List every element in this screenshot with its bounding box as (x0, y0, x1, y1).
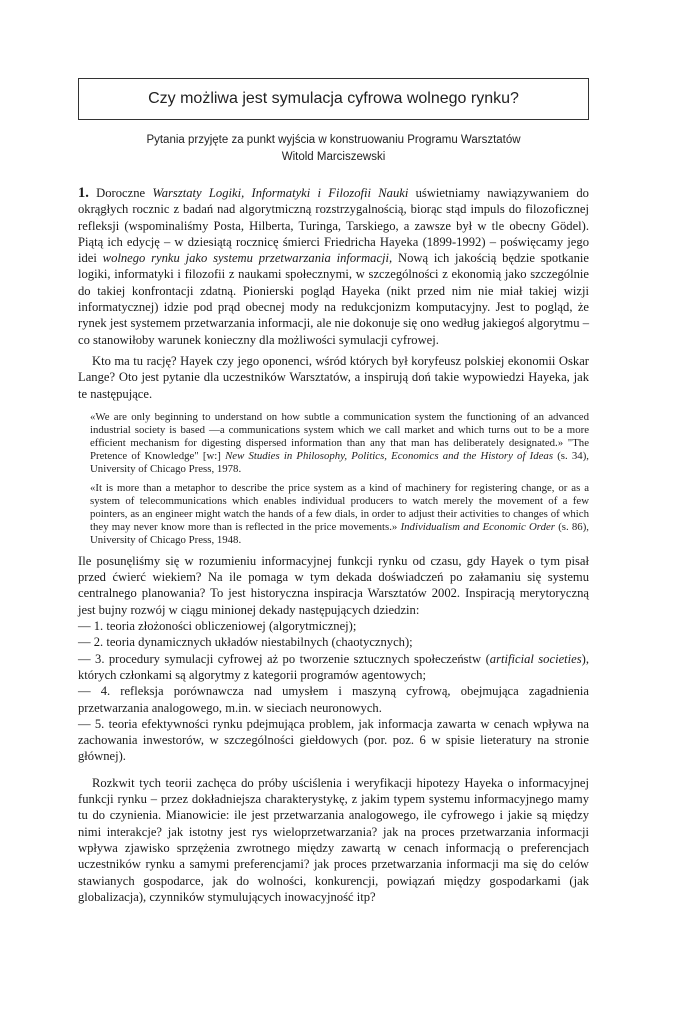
subtitle: Pytania przyjęte za punkt wyjścia w konstruowaniu Programu Warsztatów (146, 134, 521, 146)
subtitle-block (78, 132, 589, 166)
quote-2-tail: (s. 86), University of Chicago Press, 1948. (90, 520, 589, 546)
p1-text-b: uświetniamy nawiązywaniem do okrągłych rocznic z badań nad algorytmiczną rozstrzygalnością, biorąc stąd impuls do filozoficznej refleksji (wspominaliśmy Posta, Hilberta, Turinga, Tarskiego, a zawsze był w tle obecny Gödel). Piątą ich edycję – w dziesiątą rocznicę śmierci Friedricha Hayeka (1899-1992) – poświęcamy jego idei (78, 186, 589, 266)
author: Witold Marciszewski (281, 151, 386, 163)
quote-block (90, 411, 589, 547)
quote-2 (90, 482, 589, 547)
list-item: — 2. teoria dynamicznych układów niestabilnych (chaotycznych); (78, 635, 413, 650)
quote-1 (90, 411, 589, 476)
document-page (78, 78, 589, 905)
p1-text-a: Doroczne (96, 186, 153, 200)
paragraph-4: Rozkwit tych teorii zachęca do próby uściślenia i weryfikacji hipotezy Hayeka o informacyjnej funkcji rynku – przez dokładniejsza charakterystykę, z jakim typem systemu informacyjnego mamy tu do czynienia. Mianowicie: ile jest przetwarzania analogowego, ile cyfrowego i jakie są między nimi interakcje? jak istotny jest rys wieloprzetwarzania? jak na proces przetwarzania informacji wpływa zjawisko sprzężenia zwrotnego między zawartą w cenach informacją o preferencjach uczestników rynku a samymi preferencjami? jak proces przetwarzania informacji ma się do celów stawianych gospodarce, jak do wolności, konkurencji, powiązań między gospodarkami (jak globalizacja), czynników stymulujących inowacyjność itp? (78, 775, 589, 904)
list-item: — 4. refleksja porównawcza nad umysłem i maszyną cyfrową, obejmująca zagadnienia przetwarzania analogowego, m.in. w sieciach neuronowych. (78, 684, 589, 715)
quote-2-source: Individualism and Economic Order (400, 520, 555, 533)
list-item: — 1. teoria złożoności obliczeniowej (algorytmicznej); (78, 619, 357, 634)
quote-1-tail: (s. 34), University of Chicago Press, 1978. (90, 449, 589, 475)
p3-intro: Ile posunęliśmy się w rozumieniu informacyjnej funkcji rynku od czasu, gdy Hayek o tym pisał przed ćwierć wiekiem? Na ile pomaga w tym dekada doświadczeń po załamaniu się systemu centralnego planowania? To jest historyczna inspiracja Warsztatów 2002. Inspiracją merytoryczną jest bujny rozwój w ciągu minionej dekady następujących dziedzin: (78, 553, 589, 617)
quote-1-source: New Studies in Philosophy, Politics, Economics and the History of Ideas (225, 449, 554, 462)
hayek-idea: wolnego rynku jako systemu przetwarzania informacji, (102, 251, 393, 266)
p1-text-c: Nową ich jakością będzie spotkanie logiki, informatyki i filozofii z naukami społecznymi, w szczególności z ekonomią jako szczególnie do takiej konfrontacji zdatną. Pionierski pogląd Hayeka (nikt przed nim nie miał takiej wizji informatycznej) idzie pod prąd obecnej mody na redukcjonizm komputacyjny. Jest to pogląd, że rynek jest systemem przetwarzania informacji, ale nie dokonuje się ono według jakiegoś algorytmu – co stanowiłoby warunek konieczny dla możliwości symulacji cyfrowej. (78, 251, 590, 347)
quote-1-text: «We are only beginning to understand on how subtle a communication system the functioning of an advanced industrial society is based —a communications system which we call market and which turns out to be a more efficient mechanism for digesting dispersed information than any that man has deliberately designated.» "The Pretence of Knowledge" [w:] (90, 410, 589, 462)
quote-2-text: «It is more than a metaphor to describe the price system as a kind of machinery for registering change, or as a system of telecommunications which enables individual producers to watch merely the movement of a few pointers, as an engineer might watch the hands of a few dials, in order to adjust their activities to changes of which they may never know more than is reflected in the price movements.» (90, 481, 589, 533)
section-number: 1. (78, 185, 89, 201)
list-item-3b: ), których członkami są algorytmy z kategorii programów agentowych; (78, 651, 589, 682)
article-body (78, 185, 589, 905)
page-title: Czy możliwa jest symulacja cyfrowa wolnego rynku? (148, 90, 519, 107)
list-item: — 5. teoria efektywności rynku pdejmująca problem, jak informacja zawarta w cenach wpływa na zachowania inwestorów, w szczególności giełdowych (por. poz. 6 w spisie lieteratury na stronie głównej). (78, 716, 589, 764)
paragraph-2: Kto ma tu rację? Hayek czy jego oponenci, wśród których był koryfeusz polskiej ekonomii Oskar Lange? Oto jest pytanie dla uczestników Warsztatów, a inspirują doń takie wypowiedzi Hayeka, jak te następujące. (78, 353, 589, 401)
paragraph-1 (78, 185, 589, 348)
title-box (78, 78, 589, 120)
paragraph-3 (78, 553, 589, 765)
list-item (78, 651, 589, 684)
workshop-name: Warsztaty Logiki, Informatyki i Filozofii Nauki (152, 186, 409, 200)
list-item-3-italic: artificial societies (489, 651, 582, 666)
list-item-3a: — 3. procedury symulacji cyfrowej aż po tworzenie sztucznych społeczeństw ( (78, 651, 490, 666)
